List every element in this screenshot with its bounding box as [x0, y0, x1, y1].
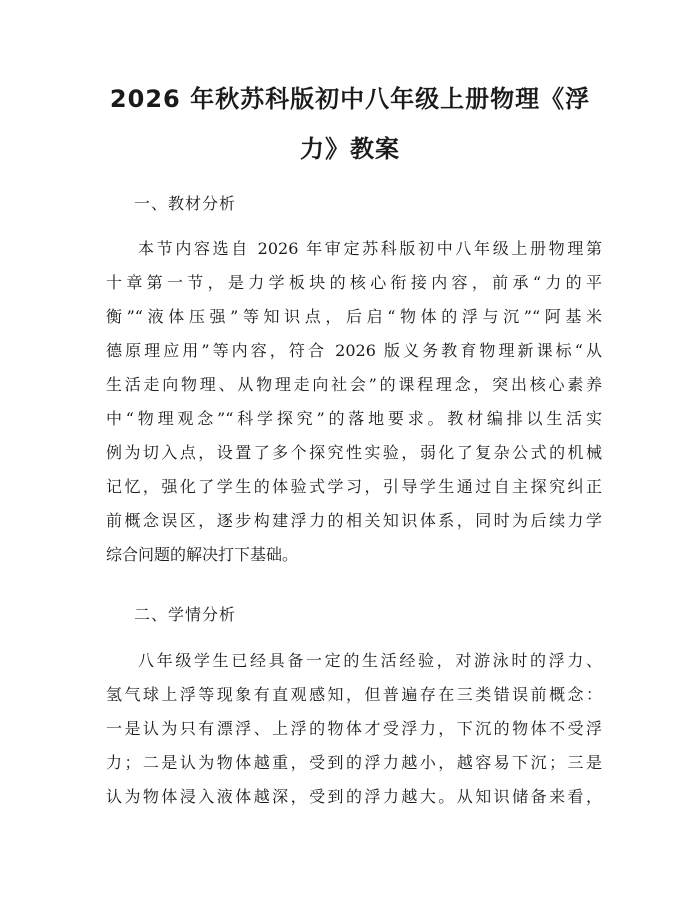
- paragraph-line: 八年级学生已经具备一定的生活经验，对游泳时的浮力、: [138, 651, 602, 670]
- paragraph-line: 本节内容选自 2026 年审定苏科版初中八年级上册物理第: [138, 239, 602, 258]
- paragraph-line: 氢气球上浮等现象有直观感知，但普遍存在三类错误前概念：: [106, 685, 602, 704]
- paragraph-line: 德原理应用”等内容，符合 2026 版义务教育物理新课标“从: [106, 341, 602, 360]
- paragraph-line: 例为切入点，设置了多个探究性实验，弱化了复杂公式的机械: [106, 443, 602, 462]
- paragraph-line: 认为物体浸入液体越深，受到的浮力越大。从知识储备来看，: [106, 787, 602, 806]
- document-title-line-1: 2026 年秋苏科版初中八年级上册物理《浮: [109, 85, 591, 113]
- paragraph-line: 衡”“液体压强”等知识点，后启“物体的浮与沉”“阿基米: [106, 307, 602, 326]
- paragraph-line: 生活走向物理、从物理走向社会”的课程理念，突出核心素养: [106, 375, 602, 394]
- paragraph-line: 记忆，强化了学生的体验式学习，引导学生通过自主探究纠正: [106, 477, 602, 496]
- paragraph-line: 一是认为只有漂浮、上浮的物体才受浮力，下沉的物体不受浮: [106, 719, 602, 738]
- section-heading-materials: 一、教材分析: [134, 194, 237, 213]
- section-heading-students: 二、学情分析: [134, 605, 237, 624]
- paragraph-line: 力；二是认为物体越重，受到的浮力越小，越容易下沉；三是: [106, 753, 602, 772]
- paragraph-line: 前概念误区，逐步构建浮力的相关知识体系，同时为后续力学: [106, 511, 602, 530]
- document-title-line-2: 力》教案: [300, 135, 400, 163]
- paragraph-line: 综合问题的解决打下基础。: [106, 545, 299, 564]
- paragraph-line: 十章第一节，是力学板块的核心衔接内容，前承“力的平: [106, 273, 602, 292]
- paragraph-line: 中“物理观念”“科学探究”的落地要求。教材编排以生活实: [106, 409, 602, 428]
